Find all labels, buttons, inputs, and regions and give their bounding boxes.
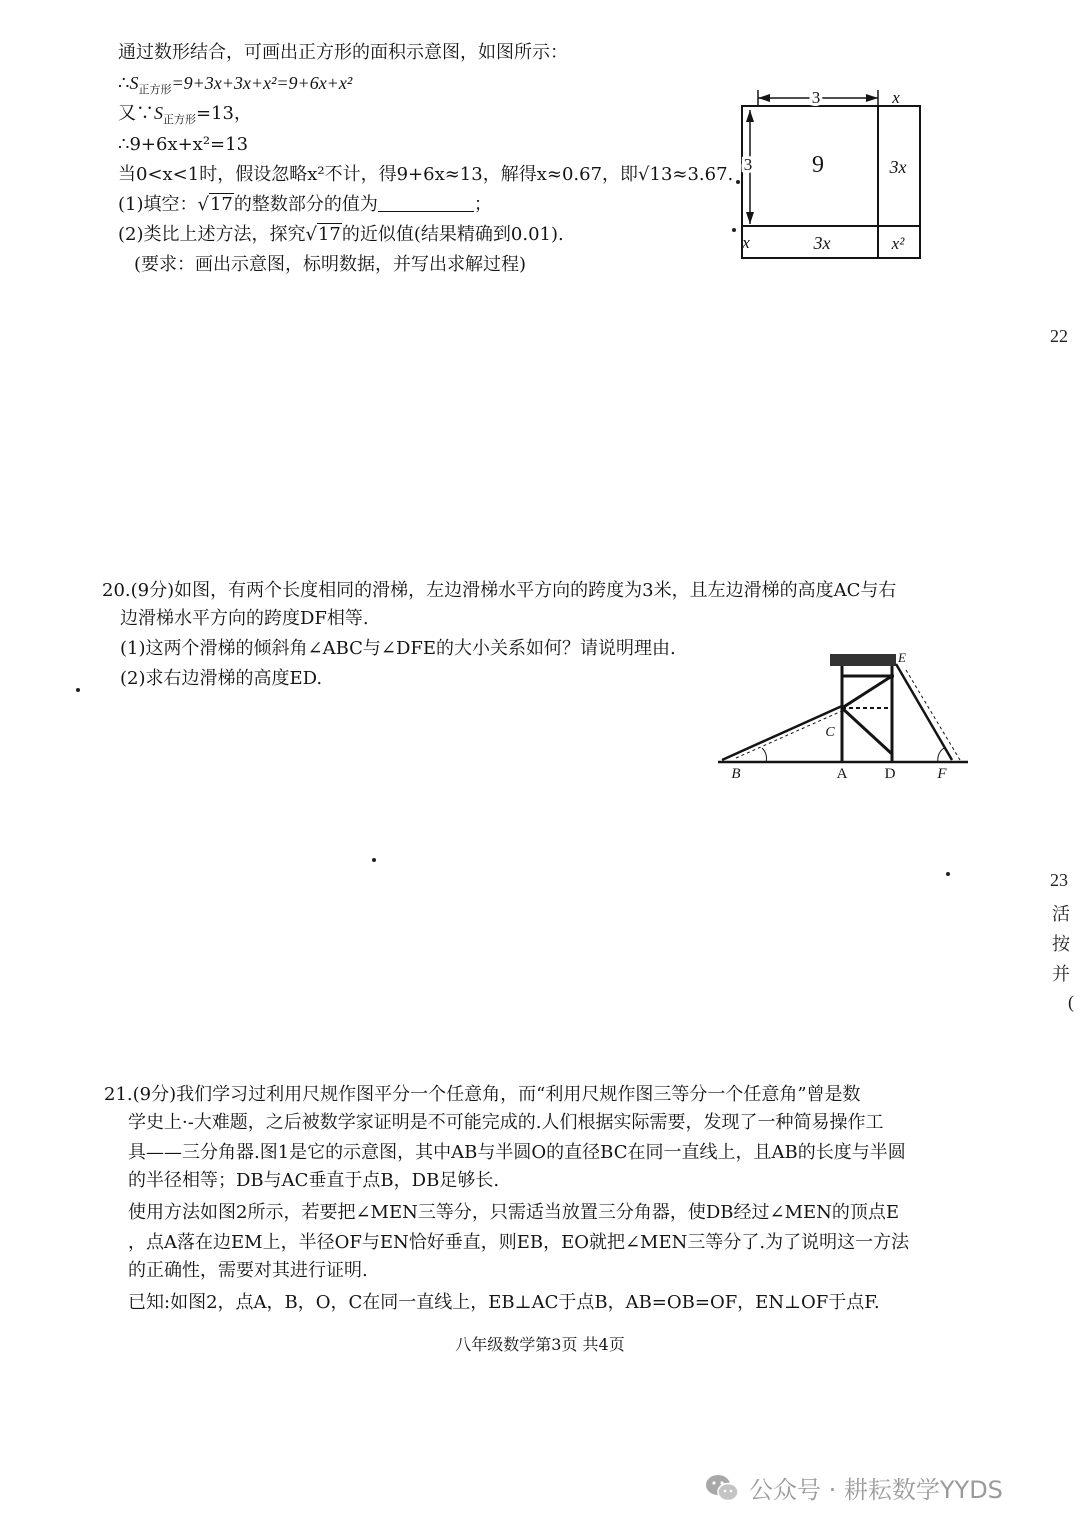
watermark-text: 公众号 · 耕耘数学YYDS	[749, 1476, 1003, 1504]
left-slide	[722, 706, 842, 760]
part-label: (2)类比上述方法，探究√	[118, 224, 317, 245]
point-label-a: A	[836, 766, 848, 782]
part-label: (1)填空：√	[118, 194, 209, 215]
page-footer: 八年级数学第3页 共4页	[455, 1335, 625, 1354]
q21-line-8: 已知:如图2，点A，B，O，C在同一直线上，EB⊥AC于点B，AB=OB=OF，EN⊥OF于点F.	[128, 1292, 880, 1313]
part-text: 的近似值(结果精确到0.01).	[341, 224, 564, 245]
therefore-symbol: ∴	[118, 73, 130, 94]
point-label-b: B	[731, 766, 741, 782]
answer-blank[interactable]	[378, 195, 474, 212]
top-label-x: x	[892, 88, 900, 107]
cell-x-squared: x²	[891, 234, 905, 253]
q21-line-1: 21.(9分)我们学习过利用尺规作图平分一个任意角，而“利用尺规作图三等分一个任意角”曾是数	[104, 1084, 861, 1105]
radicand: 17	[209, 194, 233, 215]
scan-dot	[76, 688, 80, 692]
top-label-3: 3	[811, 88, 821, 107]
area-subscript: 正方形	[138, 83, 172, 96]
q20-part-2: (2)求右边滑梯的高度ED.	[120, 668, 323, 689]
because-symbol: 又∵	[118, 103, 154, 124]
margin-char-4: (	[1068, 992, 1074, 1012]
scan-dot	[372, 858, 376, 862]
q21-line-3: 具——三分角器.图1是它的示意图，其中AB与半圆O的直径BC在同一直线上，且AB的长度与半圆	[128, 1142, 906, 1163]
right-slide-rail	[906, 670, 960, 760]
scan-dot	[736, 180, 740, 184]
slide-figure	[716, 644, 972, 784]
point-label-c: C	[825, 725, 835, 740]
margin-number-22: 22	[1050, 326, 1068, 346]
q20-line-2: 边滑梯水平方向的跨度DF相等.	[120, 608, 369, 629]
q21-line-5: 使用方法如图2所示，若要把∠MEN三等分，只需适当放置三分角器，使DB经过∠MEN的顶点E	[128, 1202, 900, 1223]
q19-intro: 通过数形结合，可画出正方形的面积示意图，如图所示：	[118, 42, 568, 63]
q20-part-1: (1)这两个滑梯的倾斜角∠ABC与∠DFE的大小关系如何？请说明理由.	[120, 638, 676, 659]
q19-equation-3: ∴9+6x+x²=13	[118, 134, 249, 155]
cell-9: 9	[812, 152, 824, 178]
equation-text: =9+3x+3x+x²=9+6x+x²	[171, 73, 353, 93]
left-label-3: 3	[743, 155, 753, 174]
margin-number-23: 23	[1050, 870, 1068, 890]
point-label-d: D	[884, 766, 896, 782]
margin-char-3: 并	[1052, 964, 1070, 984]
margin-char-2: 按	[1052, 934, 1070, 954]
q21-line-2: 学史上·-大难题，之后被数学家证明是不可能完成的.人们根据实际需要，发现了一种简易操作工	[128, 1112, 884, 1133]
point-label-e: E	[898, 650, 906, 665]
point-label-f: F	[937, 766, 947, 782]
part-punct: ；	[473, 194, 492, 215]
wechat-icon	[705, 1473, 739, 1503]
square-area-figure	[726, 84, 926, 270]
q19-equation-4: 当0<x<1时，假设忽略x²不计，得9+6x≈13，解得x≈0.67，即√13≈3.67.	[118, 164, 734, 185]
left-label-x: x	[742, 233, 750, 252]
margin-char-1: 活	[1052, 904, 1070, 924]
right-slide	[896, 664, 952, 760]
area-symbol: S	[129, 73, 139, 93]
arrow-right-icon	[866, 94, 878, 102]
q19-requirement: (要求：画出示意图，标明数据，并写出求解过程)	[134, 254, 527, 275]
cell-3x-right: 3x	[889, 157, 907, 177]
angle-f-arc	[938, 748, 944, 762]
arrow-left-icon	[758, 94, 770, 102]
equation-text: =13，	[196, 103, 252, 124]
cell-3x-bottom: 3x	[813, 233, 831, 253]
q21-line-4: 的半径相等；DB与AC垂直于点B，DB足够长.	[128, 1170, 500, 1191]
area-subscript: 正方形	[163, 113, 196, 126]
q19-part-2	[118, 220, 564, 250]
q20-line-1: 20.(9分)如图，有两个长度相同的滑梯，左边滑梯水平方向的跨度为3米，且左边滑梯的高度AC与右	[102, 580, 897, 601]
area-symbol: S	[154, 103, 163, 123]
scan-dot	[732, 228, 736, 232]
q21-line-6: ，点A落在边EM上，半径OF与EN恰好垂直，则EB，EO就把∠MEN三等分了.为了说明这一方法	[128, 1232, 910, 1253]
tower-brace-2	[842, 708, 892, 754]
radicand: 17	[317, 224, 341, 245]
angle-b-arc	[762, 748, 767, 762]
scan-dot	[946, 872, 950, 876]
tower-railing	[830, 654, 896, 666]
tower-brace-1	[842, 676, 892, 708]
arrow-up-icon	[746, 110, 754, 122]
arrow-down-icon	[746, 212, 754, 224]
q21-line-7: 的正确性，需要对其进行证明.	[128, 1260, 368, 1281]
q19-part-1	[118, 190, 492, 220]
watermark	[705, 1470, 1003, 1505]
part-text: 的整数部分的值为	[233, 194, 378, 215]
